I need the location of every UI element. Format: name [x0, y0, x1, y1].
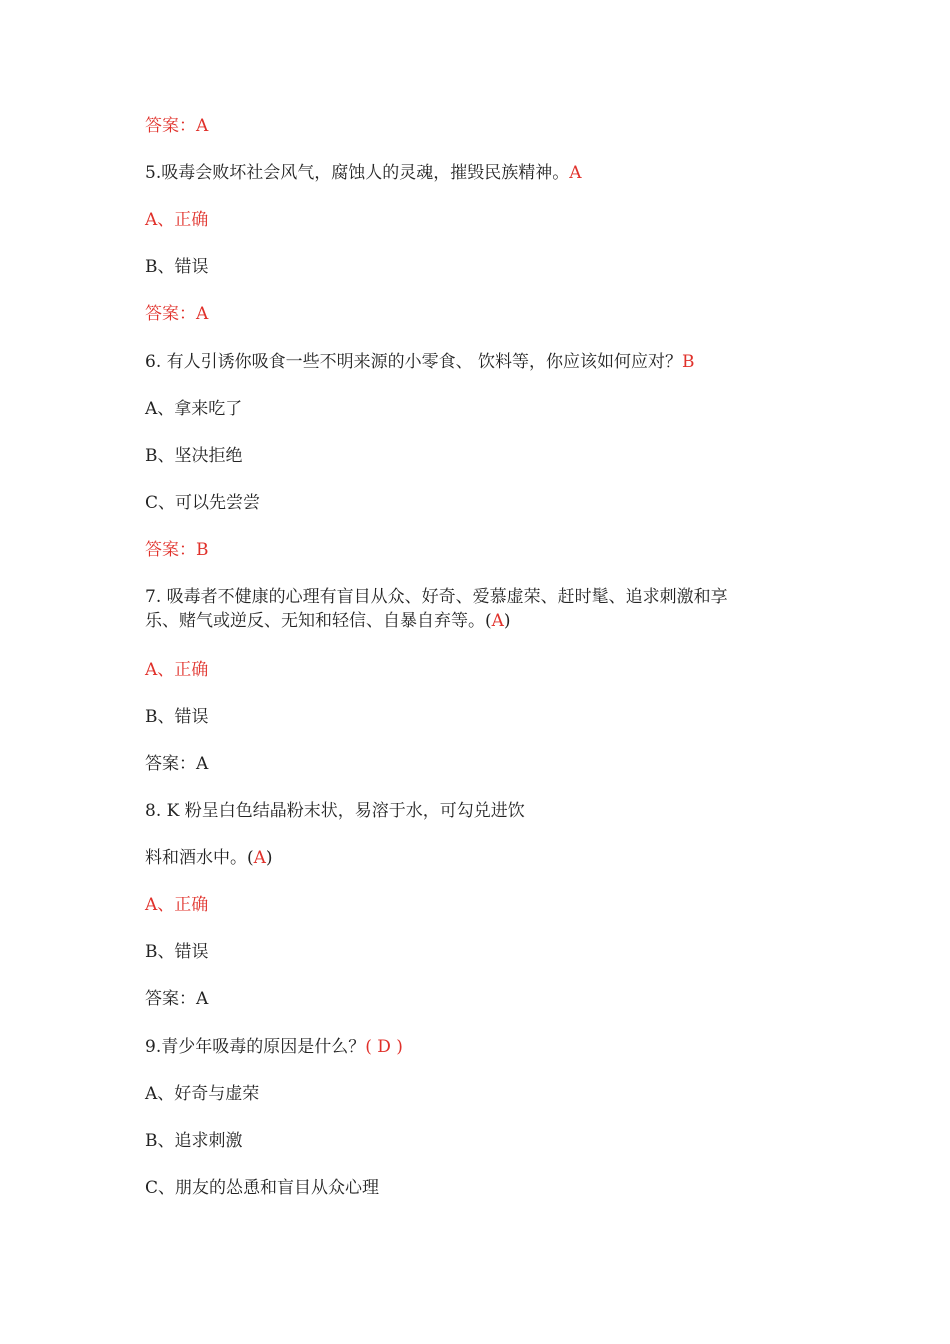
option-c: C、朋友的怂恿和盲目从众心理: [145, 1178, 380, 1198]
option-a: A、正确: [145, 895, 209, 915]
question-9: [145, 1035, 403, 1059]
question-6: [145, 350, 695, 374]
question-text: 6. 有人引诱你吸食一些不明来源的小零食、 饮料等，你应该如何应对？: [145, 352, 683, 372]
question-8-line-1: 8. K 粉呈白色结晶粉末状，易溶于水，可勾兑进饮: [145, 801, 525, 821]
question-8-line-2: 料和酒水中。(A): [145, 848, 273, 868]
option-a: A、正确: [145, 210, 209, 230]
option-a: A、好奇与虚荣: [145, 1084, 260, 1104]
answer-mark: ( D ): [365, 1037, 403, 1057]
option-b: B、错误: [145, 707, 209, 727]
answer-line: 答案：A: [145, 116, 209, 136]
question-text: 5.吸毒会败坏社会风气，腐蚀人的灵魂，摧毁民族精神。: [145, 163, 570, 183]
question-5: [145, 161, 582, 185]
option-b: B、错误: [145, 942, 209, 962]
option-a: A、拿来吃了: [145, 399, 243, 419]
answer-mark: A: [253, 848, 266, 868]
answer-line: 答案：A: [145, 754, 209, 774]
option-b: B、追求刺激: [145, 1131, 243, 1151]
answer-line: 答案：B: [145, 540, 209, 560]
option-c: C、可以先尝尝: [145, 493, 261, 513]
question-text-line-1: 7. 吸毒者不健康的心理有盲目从众、好奇、爱慕虚荣、赶时髦、追求刺激和享: [145, 587, 728, 607]
answer-line: 答案：A: [145, 989, 209, 1009]
question-text: 9.青少年吸毒的原因是什么？: [145, 1037, 366, 1057]
option-b: B、坚决拒绝: [145, 446, 243, 466]
question-7: [145, 585, 728, 633]
option-b: B、错误: [145, 257, 209, 277]
answer-mark: A: [569, 163, 582, 183]
question-text-line-2: 乐、赌气或逆反、无知和轻信、自暴自弃等。(A): [145, 611, 511, 631]
answer-mark: B: [682, 352, 695, 372]
option-a: A、正确: [145, 660, 209, 680]
answer-mark: A: [491, 611, 504, 631]
answer-line: 答案：A: [145, 304, 209, 324]
